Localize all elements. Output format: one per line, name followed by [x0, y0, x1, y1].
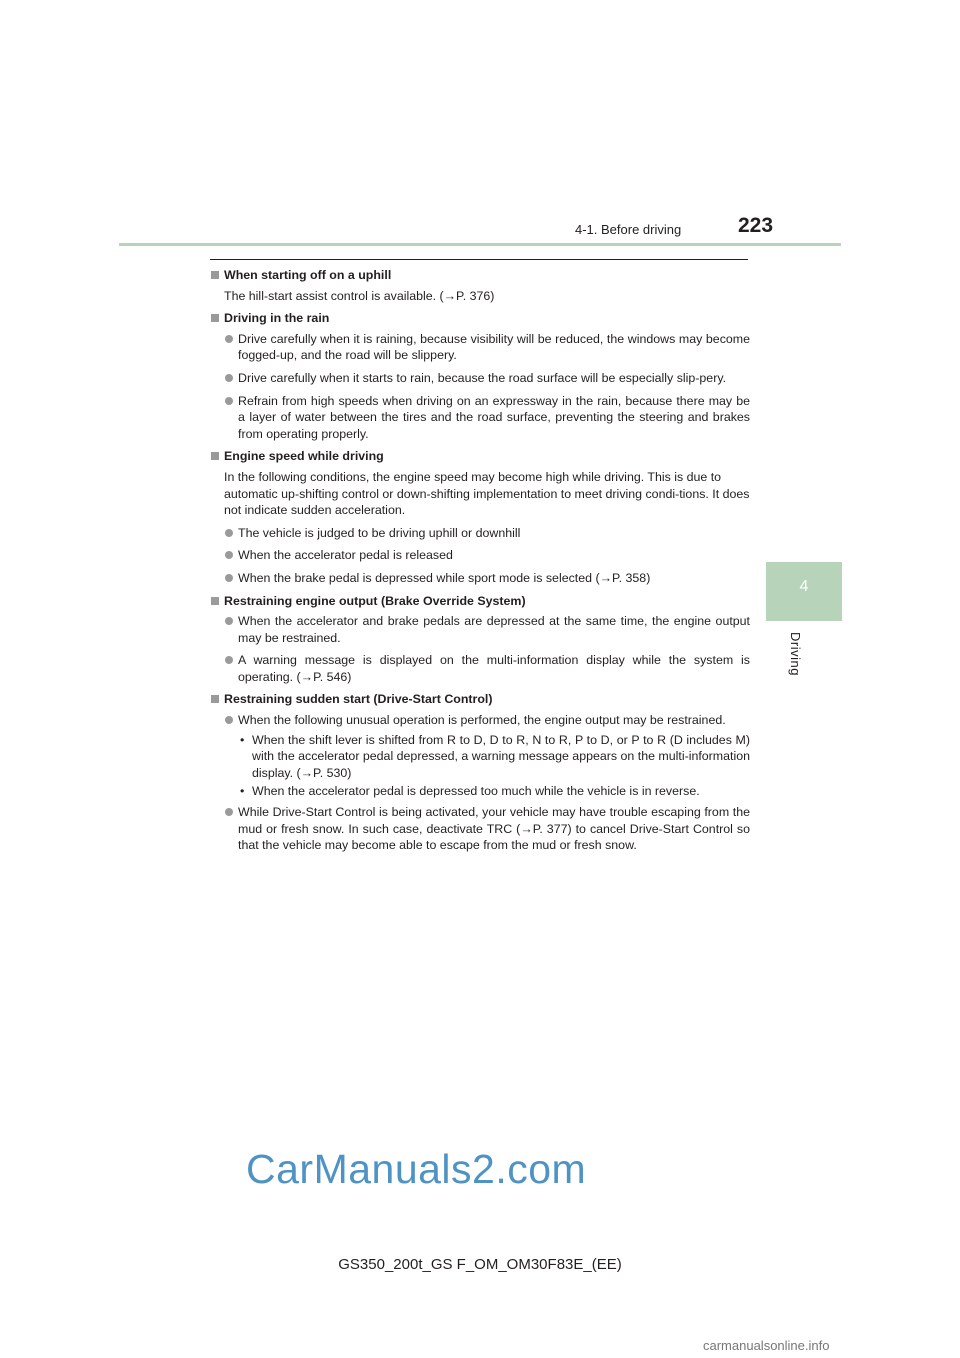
section-heading: Restraining sudden start (Drive-Start Control) [210, 691, 750, 708]
corner-watermark: carmanualsonline.info [703, 1338, 830, 1353]
section-text: In the following conditions, the engine speed may become high while driving. This is due to automatic up-shifting control or down-shifting implementation to meet driving condi-tions. It does not indicate sudden acceleration. [224, 469, 750, 518]
bullet-item: When the following unusual operation is performed, the engine output may be restrained. [210, 712, 750, 729]
bullet-item: When the accelerator pedal is released [210, 547, 750, 564]
square-bullet-icon [211, 452, 219, 460]
circle-bullet-icon [225, 551, 233, 559]
circle-bullet-icon [225, 335, 233, 343]
bullet-item: When the brake pedal is depressed while sport mode is selected (→P. 358) [210, 570, 750, 587]
square-bullet-icon [211, 314, 219, 322]
section-heading: Restraining engine output (Brake Override System) [210, 593, 750, 610]
circle-bullet-icon [225, 529, 233, 537]
bullet-item: The vehicle is judged to be driving uphill or downhill [210, 525, 750, 542]
circle-bullet-icon [225, 808, 233, 816]
circle-bullet-icon [225, 656, 233, 664]
circle-bullet-icon [225, 617, 233, 625]
sub-item: • When the shift lever is shifted from R to D, D to R, N to R, P to D, or P to R (D includes M) with the accelerator pedal depressed, a warning message appears on the multi-information display. (→P. 530) [240, 732, 750, 780]
chapter-tab [766, 562, 842, 621]
dot-marker-icon: • [240, 732, 245, 747]
content-rule [210, 259, 748, 260]
document-code: GS350_200t_GS F_OM_OM30F83E_(EE) [338, 1256, 622, 1273]
bullet-item: Drive carefully when it starts to rain, because the road surface will be especially slip-pery. [210, 370, 750, 387]
bullet-item: Drive carefully when it is raining, because visibility will be reduced, the windows may become fogged-up, and the road will be slippery. [210, 331, 750, 364]
circle-bullet-icon [225, 574, 233, 582]
bullet-item: When the accelerator and brake pedals are depressed at the same time, the engine output may be restrained. [210, 613, 750, 646]
page-number: 223 [738, 214, 774, 237]
bullet-item: While Drive-Start Control is being activated, your vehicle may have trouble escaping from the mud or fresh snow. In such case, deactivate TRC (→P. 377) to cancel Drive-Start Control so that the vehicle may become able to escape from the mud or fresh snow. [210, 804, 750, 854]
dot-marker-icon: • [240, 784, 245, 799]
section-text: The hill-start assist control is available. (→P. 376) [224, 288, 495, 303]
square-bullet-icon [211, 271, 219, 279]
chapter-label: Driving [788, 632, 803, 676]
page-content [210, 267, 750, 860]
chapter-number: 4 [799, 578, 809, 595]
section-heading: Engine speed while driving [210, 448, 750, 465]
square-bullet-icon [211, 597, 219, 605]
section-title: 4-1. Before driving [575, 222, 682, 237]
header-rule [119, 243, 841, 246]
watermark-logo: CarManuals2.com [246, 1146, 587, 1192]
section-heading: When starting off on a uphill [210, 267, 750, 284]
square-bullet-icon [211, 695, 219, 703]
section-heading: Driving in the rain [210, 310, 750, 327]
circle-bullet-icon [225, 397, 233, 405]
bullet-item: A warning message is displayed on the multi-information display while the system is operating. (→P. 546) [210, 652, 750, 685]
circle-bullet-icon [225, 374, 233, 382]
bullet-item: Refrain from high speeds when driving on an expressway in the rain, because there may be a layer of water between the tires and the road surface, preventing the steering and brakes from operating properly. [210, 393, 750, 443]
circle-bullet-icon [225, 716, 233, 724]
sub-item: • When the accelerator pedal is depressed too much while the vehicle is in reverse. [240, 784, 700, 799]
